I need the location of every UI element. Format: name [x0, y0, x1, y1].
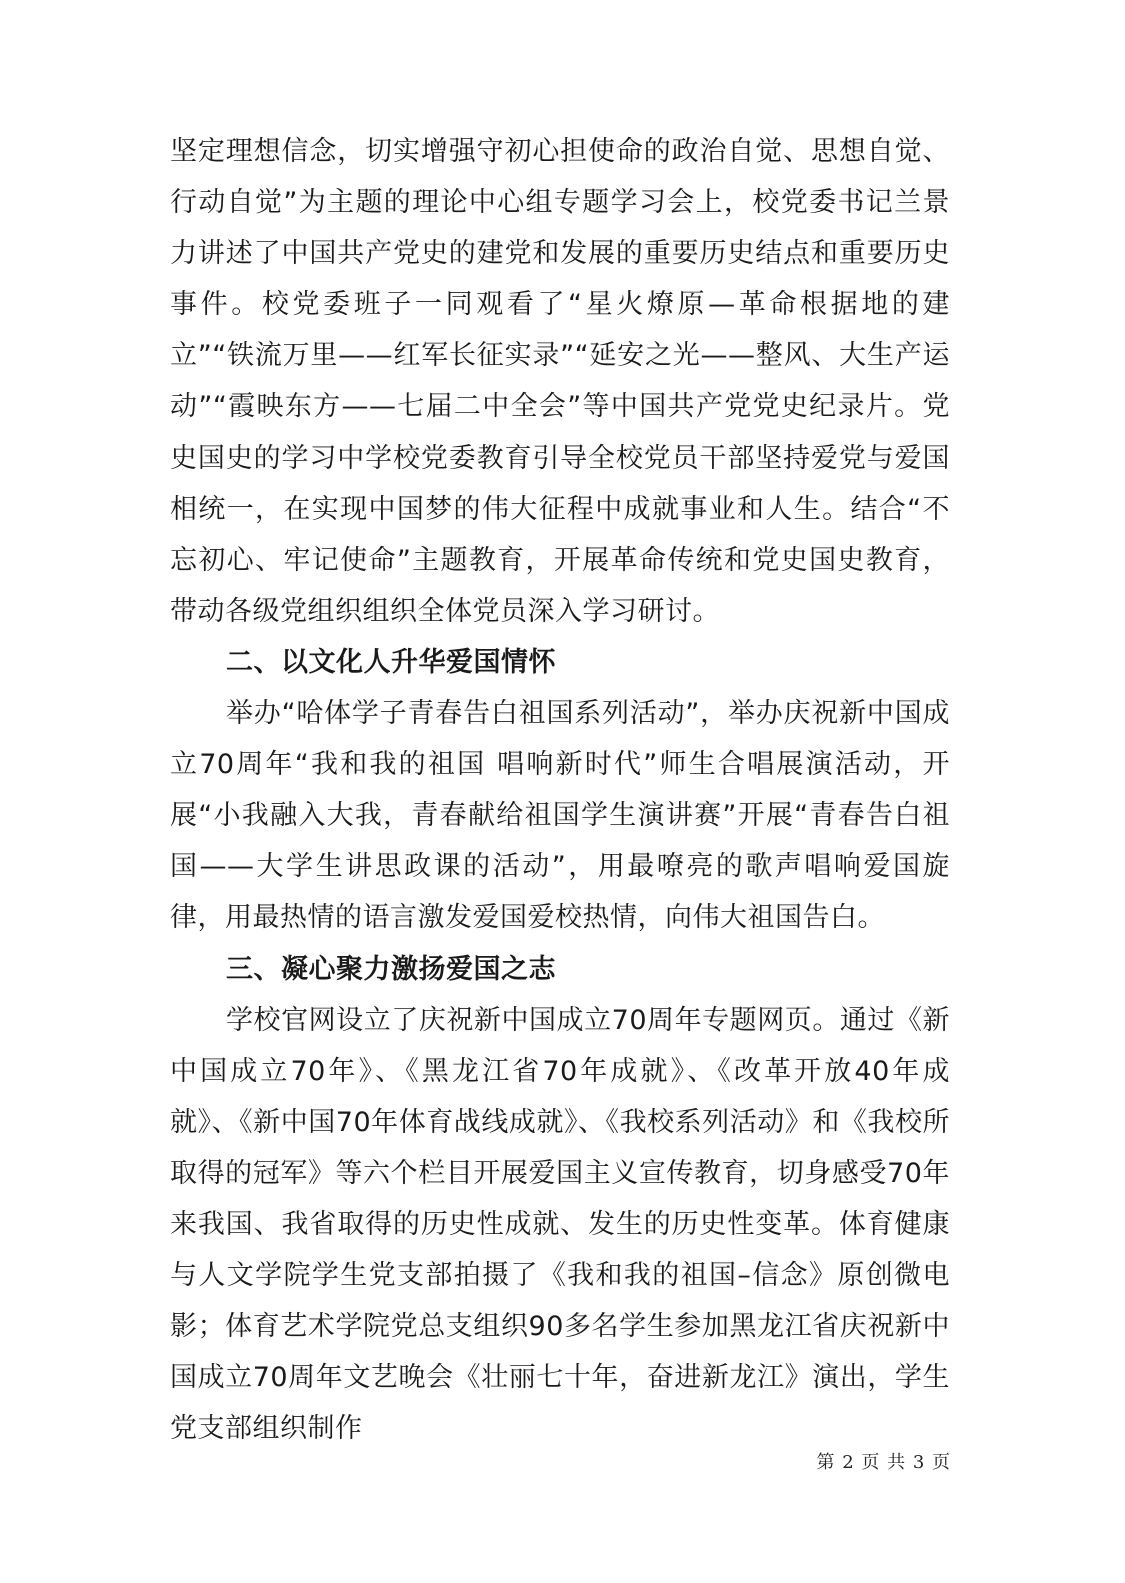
section-heading: 二、以文化人升华爱国情怀: [226, 646, 556, 678]
body-paragraph: 学校官网设立了庆祝新中国成立70周年专题网页。通过《新中国成立70年》、《黑龙江省70年成就》、《改革开放40年成就》、《新中国70年体育战线成就》、《我校系列活动》和《我校所取得的冠军》等六个栏目开展爱国主义宣传教育，切身感受70年来我国、我省取得的历史性成就、发生的历史性变革。体育健康与人文学院学生党支部拍摄了《我和我的祖国–信念》原创微电影；体育艺术学院党总支组织90多名学生参加黑龙江省庆祝新中国成立70周年文艺晚会《壮丽七十年，奋进新龙江》演出，学生党支部组织制作: [170, 1004, 950, 1445]
text-column: [170, 126, 950, 1454]
section-heading: 三、凝心聚力激扬爱国之志: [226, 953, 556, 985]
body-paragraph: 举办“哈体学子青春告白祖国系列活动”，举办庆祝新中国成立70周年“我和我的祖国 唱响新时代”师生合唱展演活动，开展“小我融入大我，青春献给祖国学生演讲赛”开展“青春告白祖国——大学生讲思政课的活动”，用最嘹亮的歌声唱响爱国旋律，用最热情的语言激发爱国爱校热情，向伟大祖国告白。: [170, 698, 950, 934]
body-paragraph: 坚定理想信念，切实增强守初心担使命的政治自觉、思想自觉、行动自觉”为主题的理论中心组专题学习会上，校党委书记兰景力讲述了中国共产党史的建党和发展的重要历史结点和重要历史事件。校党委班子一同观看了“星火燎原—革命根据地的建立”“铁流万里——红军长征实录”“延安之光——整风、大生产运动”“霞映东方——七届二中全会”等中国共产党党史纪录片。党史国史的学习中学校党委教育引导全校党员干部坚持爱党与爱国相统一，在实现中国梦的伟大征程中成就事业和人生。结合“不忘初心、牢记使命”主题教育，开展革命传统和党史国史教育，带动各级党组织组织全体党员深入学习研讨。: [170, 136, 950, 627]
page-number-footer: 第 2 页 共 3 页: [816, 1452, 950, 1473]
